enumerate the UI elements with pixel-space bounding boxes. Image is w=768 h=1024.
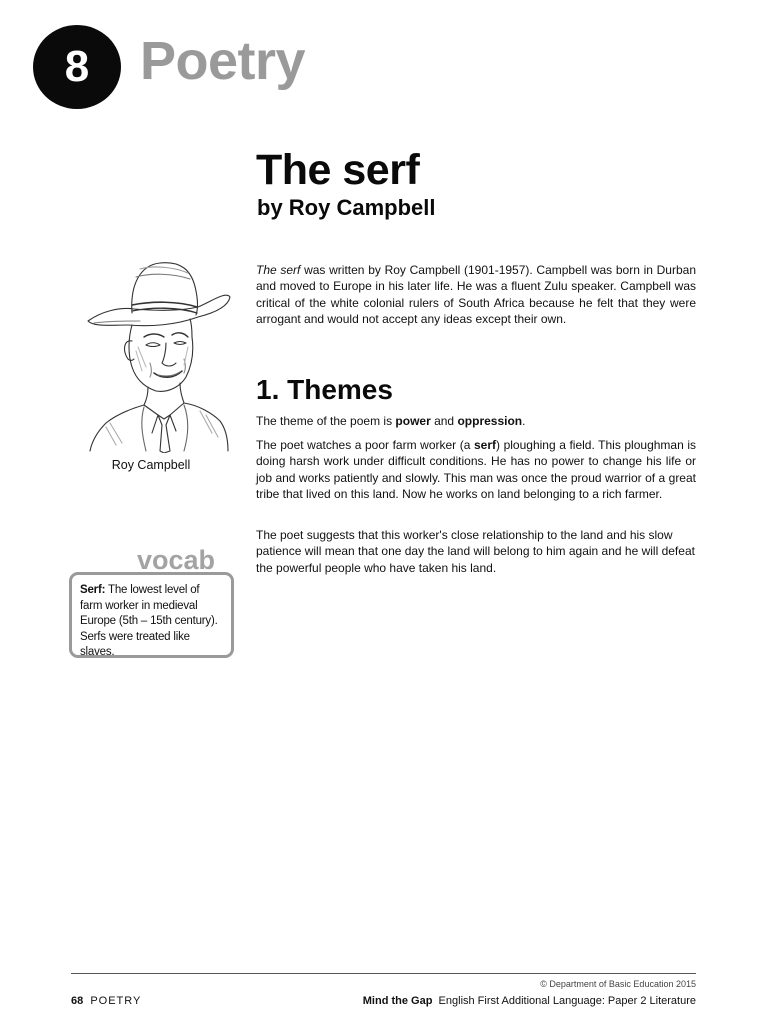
footer-series: Mind the Gap [362,995,433,1007]
keyword-serf: serf [474,438,497,452]
themes-paragraph-2: The poet watches a poor farm worker (a serf) ploughing a field. This ploughman is doing harsh work under difficult conditions. He has no power to change his life or job and works patiently and slowly. This man was once the proud warrior of a great tribe that lived on this land. Now he works on land belonging to a rich farmer. [256,438,697,502]
vocab-definition: The lowest level of farm worker in medieval Europe (5th – 15th century). Serfs were treated like slaves. [80,584,218,658]
portrait-caption: Roy Campbell [111,458,191,472]
chapter-number: 8 [64,42,90,91]
themes-paragraph-3: The poet suggests that this worker's close relationship to the land and his slow patience will mean that one day the land will belong to him again and he will defeat the powerful people who have taken his land. [256,528,695,575]
vocab-label: vocab [137,545,216,575]
portrait-sketch-image [80,255,232,453]
vocab-box [69,572,234,658]
footer-series-info [363,995,696,1007]
chapter-title: Poetry [140,31,306,91]
footer-section: POETRY [90,995,142,1007]
poem-title: The serf [256,146,420,194]
themes-heading: 1. Themes [256,374,393,405]
chapter-number-badge [33,25,121,109]
intro-poem-title: The serf [256,263,301,277]
footer-divider [71,973,696,974]
vocab-term: Serf: [80,584,106,596]
footer-subject: English First Additional Language: Paper 2 Literature [438,995,696,1007]
page-number: 68 [71,995,84,1007]
themes-paragraph-1: The theme of the poem is power and oppression. [256,414,526,428]
copyright-notice: © Department of Basic Education 2015 [540,979,696,989]
poem-author: by Roy Campbell [257,195,436,220]
footer-page-info [71,995,141,1007]
intro-paragraph [256,262,696,328]
intro-text: was written by Roy Campbell (1901-1957). Campbell was born in Durban and moved to Europe in his later life. He was a fluent Zulu speaker. Campbell was critical of the white colonial rulers of South Africa because he felt that they were arrogant and would not accept any ideas except their own. [256,263,696,327]
keyword-power: power [395,414,431,428]
keyword-oppression: oppression [457,414,523,428]
